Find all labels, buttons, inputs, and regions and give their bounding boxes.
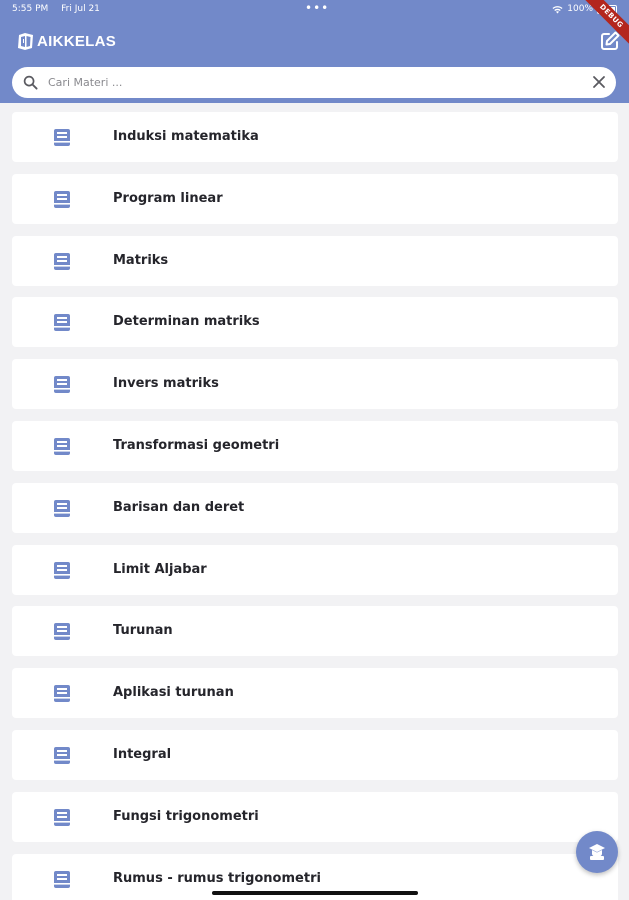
status-time: 5:55 PM xyxy=(12,4,49,14)
status-date: Fri Jul 21 xyxy=(61,4,100,14)
book-icon xyxy=(53,313,71,332)
list-item-label: Rumus - rumus trigonometri xyxy=(113,870,321,886)
search-bar[interactable] xyxy=(12,67,616,98)
book-icon xyxy=(53,375,71,394)
search-input[interactable] xyxy=(48,67,578,98)
book-icon xyxy=(53,437,71,456)
list-item[interactable] xyxy=(12,297,618,347)
book-icon xyxy=(53,746,71,765)
status-bar xyxy=(0,0,629,20)
list-item-label: Turunan xyxy=(113,623,173,639)
home-indicator[interactable] xyxy=(212,891,418,895)
book-icon xyxy=(53,622,71,641)
app-title: AIKKELAS xyxy=(37,32,117,50)
list-item-label: Aplikasi turunan xyxy=(113,685,234,701)
list-item[interactable] xyxy=(12,545,618,595)
battery-percent: 100% xyxy=(567,4,593,14)
book-icon xyxy=(53,252,71,271)
list-item-label: Determinan matriks xyxy=(113,314,260,330)
book-icon xyxy=(53,128,71,147)
list-item[interactable] xyxy=(12,421,618,471)
book-icon xyxy=(53,499,71,518)
search-icon xyxy=(23,75,38,90)
multitask-dots[interactable]: ••• xyxy=(305,1,330,15)
edit-button[interactable] xyxy=(599,30,621,52)
teacher-icon xyxy=(587,842,607,862)
list-item[interactable] xyxy=(12,174,618,224)
teacher-fab-button[interactable] xyxy=(576,831,618,873)
logo-icon xyxy=(16,31,36,51)
list-item-label: Barisan dan deret xyxy=(113,499,245,515)
book-icon xyxy=(53,684,71,703)
close-icon[interactable] xyxy=(592,75,606,89)
list-item-label: Fungsi trigonometri xyxy=(113,808,259,824)
book-icon xyxy=(53,190,71,209)
book-icon xyxy=(53,561,71,580)
list-item[interactable] xyxy=(12,112,618,162)
list-item[interactable] xyxy=(12,730,618,780)
list-item[interactable] xyxy=(12,792,618,842)
app-logo xyxy=(16,30,116,52)
list-item-label: Invers matriks xyxy=(113,376,219,392)
edit-icon xyxy=(599,30,621,52)
list-item[interactable] xyxy=(12,483,618,533)
book-icon xyxy=(53,808,71,827)
list-item-label: Transformasi geometri xyxy=(113,438,280,453)
wifi-icon xyxy=(552,5,563,14)
list-item[interactable] xyxy=(12,359,618,409)
list-item[interactable] xyxy=(12,236,618,286)
list-item-label: Integral xyxy=(113,747,172,762)
book-icon xyxy=(53,870,71,889)
list-item-label: Program linear xyxy=(113,190,223,206)
debug-banner: DEBUG xyxy=(578,0,629,49)
list-item[interactable] xyxy=(12,606,618,656)
list-item-label: Limit Aljabar xyxy=(113,561,207,577)
status-left xyxy=(12,4,110,14)
list-item-label: Matriks xyxy=(113,252,169,268)
app-header xyxy=(0,0,629,103)
list-item-label: Induksi matematika xyxy=(113,129,259,144)
list-item[interactable] xyxy=(12,668,618,718)
